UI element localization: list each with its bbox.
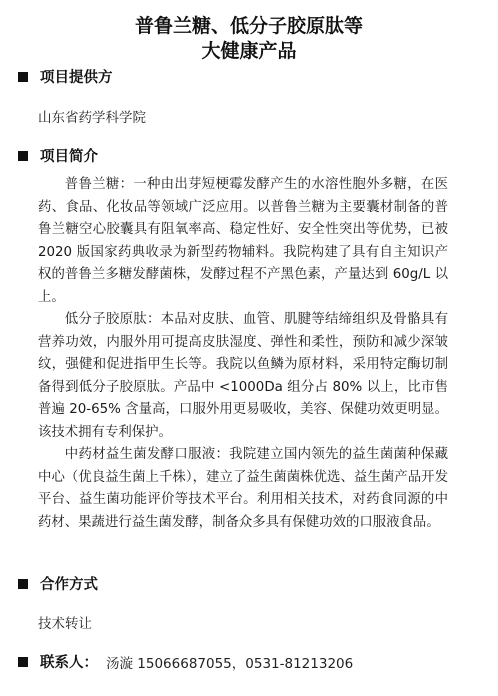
section-heading-provider xyxy=(18,66,113,87)
section-heading-contact xyxy=(18,651,353,672)
provider-heading: 项目提供方 xyxy=(40,70,113,86)
contact-heading: 联系人： xyxy=(40,655,98,671)
section-heading-cooperation xyxy=(18,573,98,594)
provider-value: 山东省药学科学院 xyxy=(38,110,146,126)
title-line-1: 普鲁兰糖、低分子胶原肽等 xyxy=(134,15,363,37)
cooperation-value: 技术转让 xyxy=(38,616,92,632)
bullet-square-icon xyxy=(18,579,28,589)
intro-body xyxy=(38,174,448,534)
title-line-2: 大健康产品 xyxy=(201,40,297,62)
intro-paragraph-pullulan: 普鲁兰糖：一种由出芽短梗霉发酵产生的水溶性胞外多糖，在医药、食品、化妆品等领域广泛应用。以普鲁兰糖为主要囊材制备的普鲁兰糖空心胶囊具有阻氧率高、稳定性好、安全性突出等优势，已被 2020 版国家药典收录为新型药物辅料。我院构建了具有自主知识产权的普鲁兰多糖发酵菌株，发酵过程不产黑色素，产量达到 60g/L 以上。 xyxy=(38,177,448,305)
bullet-square-icon xyxy=(18,72,28,82)
intro-heading: 项目简介 xyxy=(40,149,98,165)
bullet-square-icon xyxy=(18,151,28,161)
contact-value: 汤漩 15066687055，0531-81213206 xyxy=(106,655,354,672)
section-heading-intro xyxy=(18,145,98,166)
intro-paragraph-probiotic: 中药材益生菌发酵口服液：我院建立国内领先的益生菌菌种保藏中心（优良益生菌上千株），建立了益生菌菌株优选、益生菌产品开发平台、益生菌功能评价等技术平台。利用相关技术，对药食同源的中药材、果蔬进行益生菌发酵，制备众多具有保健功效的口服液食品。 xyxy=(38,447,448,530)
intro-paragraph-collagen: 低分子胶原肽：本品对皮肤、血管、肌腱等结缔组织及骨骼具有营养功效，内服外用可提高皮肤湿度、弹性和柔性，预防和减少深皱纹，强健和促进指甲生长等。我院以鱼鳞为原材料，采用特定酶切制备得到低分子胶原肽。产品中 <1000Da 组分占 80% 以上，比市售普遍 20-65% 含量高，口服外用更易吸收，美容、保健功效更明显。该技术拥有专利保护。 xyxy=(38,312,448,440)
bullet-square-icon xyxy=(18,657,28,667)
page-title xyxy=(0,14,498,64)
cooperation-heading: 合作方式 xyxy=(40,577,98,593)
